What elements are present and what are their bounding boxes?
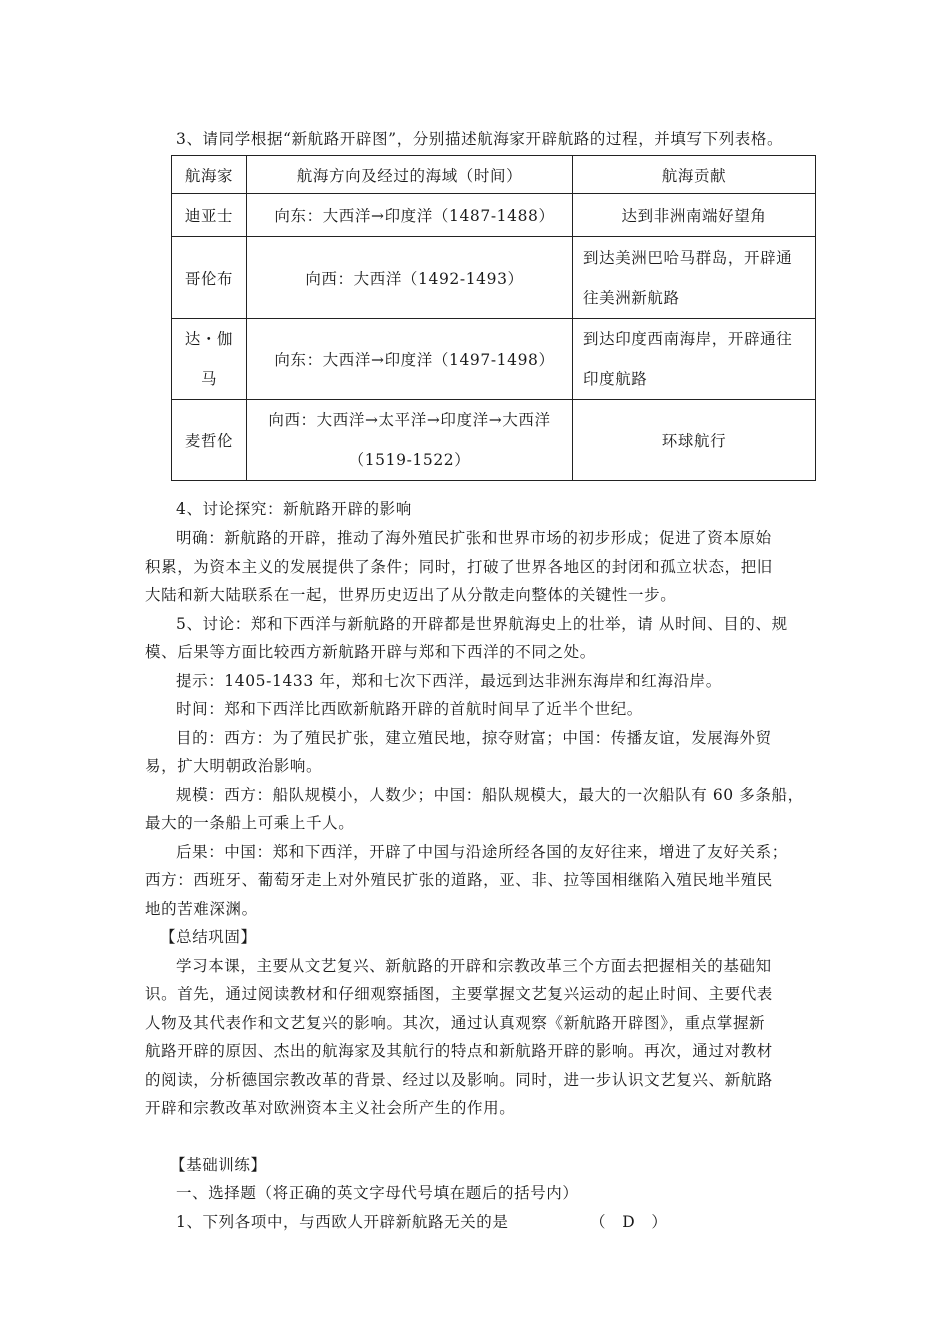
cell-route: 向西：大西洋（1492-1493） [247, 237, 573, 319]
cell-route: 向东：大西洋→印度洋（1487-1488） [247, 194, 573, 237]
cell-navigator: 麦哲伦 [172, 400, 247, 481]
contribution-line: 往美洲新航路 [583, 288, 680, 307]
cell-route [247, 400, 573, 481]
navigator-table [171, 155, 816, 481]
table-row [172, 237, 816, 319]
text-line: 提示：1405-1433 年，郑和七次下西洋，最远到达非洲东海岸和红海沿岸。 [176, 672, 722, 690]
text-line: 学习本课，主要从文艺复兴、新航路的开辟和宗教改革三个方面去把握相关的基础知 [176, 957, 772, 975]
cell-navigator: 哥伦布 [172, 237, 247, 319]
text-line: 最大的一条船上可乘上千人。 [145, 814, 355, 832]
text-line: 开辟和宗教改革对欧洲资本主义社会所产生的作用。 [145, 1099, 516, 1117]
table-row [172, 319, 816, 400]
text-line: 识。首先，通过阅读教材和仔细观察插图，主要掌握文艺复兴运动的起止时间、主要代表 [145, 985, 773, 1003]
contribution-line: 到达美洲巴哈马群岛，开辟通 [583, 248, 793, 267]
cell-contribution: 环球航行 [573, 400, 816, 481]
text-line: 人物及其代表作和文艺复兴的影响。其次，通过认真观察《新航路开辟图》，重点掌握新 [145, 1014, 766, 1032]
contribution-line: 印度航路 [583, 370, 648, 388]
cell-contribution [573, 319, 816, 400]
route-line: （1519-1522） [348, 451, 471, 469]
text-line: 5、讨论：郑和下西洋与新航路的开辟都是世界航海史上的壮举，请 从时间、目的、规 [176, 615, 788, 633]
text-line: 积累，为资本主义的发展提供了条件；同时，打破了世界各地区的封闭和孤立状态，把旧 [145, 558, 773, 576]
route-line: 向西：大西洋→太平洋→印度洋→大西洋 [268, 411, 551, 429]
section-heading-summary: 【总结巩固】 [160, 928, 257, 946]
text-line: 地的苦难深渊。 [145, 900, 258, 918]
table-header-row [172, 156, 816, 194]
text-line: 一、选择题（将正确的英文字母代号填在题后的括号内） [176, 1184, 579, 1202]
contribution-line: 到达印度西南海岸，开辟通往 [583, 330, 793, 348]
header-navigator: 航海家 [172, 156, 247, 194]
table-row [172, 194, 816, 237]
text-line: 易，扩大明朝政治影响。 [145, 757, 323, 775]
question-1: 1、下列各项中，与西欧人开辟新航路无关的是 [176, 1213, 509, 1231]
cell-route: 向东：大西洋→印度洋（1497-1498） [247, 319, 573, 400]
section-heading-training: 【基础训练】 [170, 1156, 267, 1174]
text-line: 航路开辟的原因、杰出的航海家及其航行的特点和新航路开辟的影响。再次，通过对教材 [145, 1042, 773, 1060]
text-line: 明确：新航路的开辟，推动了海外殖民扩张和世界市场的初步形成；促进了资本原始 [176, 529, 772, 547]
text-line: 西方：西班牙、葡萄牙走上对外殖民扩张的道路，亚、非、拉等国相继陷入殖民地半殖民 [145, 871, 773, 889]
cell-navigator [172, 319, 247, 400]
text-line: 时间：郑和下西洋比西欧新航路开辟的首航时间早了近半个世纪。 [176, 700, 643, 718]
text-line: 模、后果等方面比较西方新航路开辟与郑和下西洋的不同之处。 [145, 643, 596, 661]
header-route: 航海方向及经过的海域（时间） [247, 156, 573, 194]
text-line: 目的：西方：为了殖民扩张，建立殖民地，掠夺财富；中国：传播友谊，发展海外贸 [176, 729, 772, 747]
navigator-line: 达・伽 [184, 330, 234, 348]
cell-contribution: 达到非洲南端好望角 [573, 194, 816, 237]
text-line: 后果：中国：郑和下西洋，开辟了中国与沿途所经各国的友好往来，增进了友好关系； [176, 843, 788, 861]
table-intro: 3、请同学根据“新航路开辟图”，分别描述航海家开辟航路的过程，并填写下列表格。 [176, 130, 784, 148]
cell-navigator: 迪亚士 [172, 194, 247, 237]
navigator-line: 马 [200, 370, 218, 388]
text-line: 的阅读，分析德国宗教改革的背景、经过以及影响。同时，进一步认识文艺复兴、新航路 [145, 1071, 773, 1089]
text-line: 4、讨论探究：新航路开辟的影响 [176, 500, 412, 518]
question-1-answer: （ D ） [590, 1213, 668, 1231]
table-row [172, 400, 816, 481]
header-contribution: 航海贡献 [573, 156, 816, 194]
text-line: 规模：西方：船队规模小，人数少；中国：船队规模大，最大的一次船队有 60 多条船， [176, 786, 804, 804]
text-line: 大陆和新大陆联系在一起，世界历史迈出了从分散走向整体的关键性一步。 [145, 586, 677, 604]
cell-contribution [573, 237, 816, 319]
